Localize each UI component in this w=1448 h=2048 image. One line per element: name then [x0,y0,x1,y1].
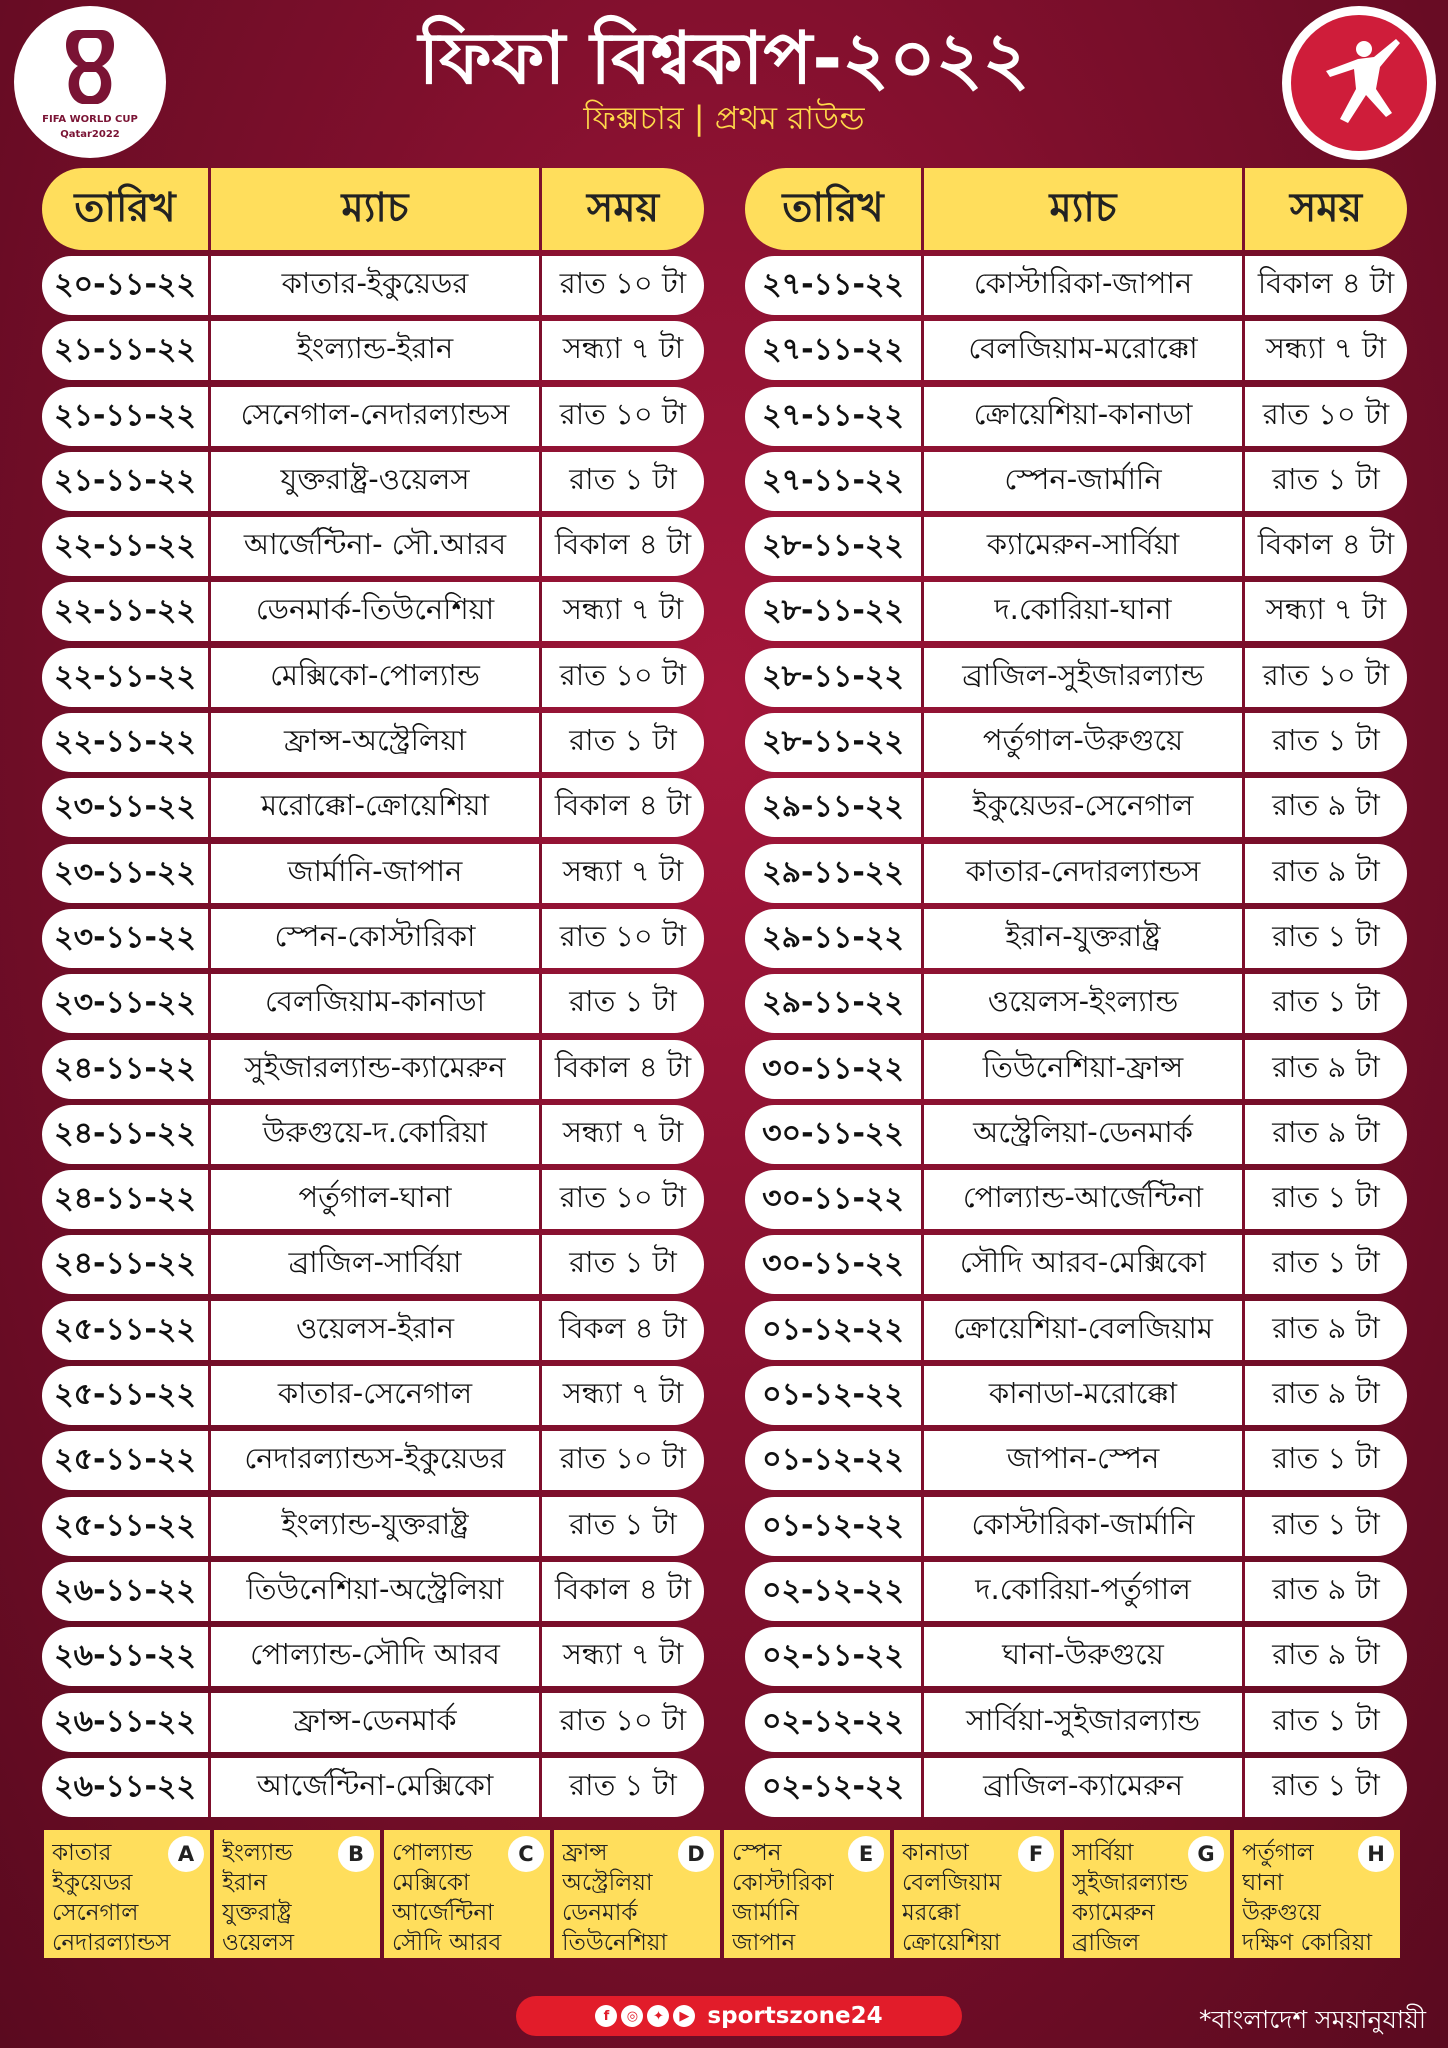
match-teams: ইরান-যুক্তরাষ্ট্র [924,909,1245,968]
match-date: ২১-১১-২২ [42,452,211,511]
youtube-icon[interactable]: ▶ [673,2005,695,2027]
group-team: জার্মানি [732,1900,799,1926]
match-teams: ক্রোয়েশিয়া-বেলজিয়াম [924,1301,1245,1360]
match-teams: যুক্তরাষ্ট্র-ওয়েলস [211,452,542,511]
match-time: রাত ১ টা [1272,723,1380,758]
table-row [745,778,1407,837]
match-time: রাত ৯ টা [1272,788,1380,823]
match-date: ০২-১২-২২ [745,1758,924,1817]
match-date: ২৫-১১-২২ [42,1366,211,1425]
fixture-table-right [745,168,1407,1823]
group-letter: A [168,1836,204,1872]
twitter-icon[interactable]: ✦ [647,2005,669,2027]
time-header: সময় [1289,184,1363,231]
table-row [42,648,704,707]
match-teams: আর্জেন্টিনা- সৌ.আরব [211,517,542,576]
group-team: কোস্টারিকা [732,1870,834,1896]
logo-caption-1: FIFA WORLD CUP [42,114,138,125]
social-bar[interactable] [516,1996,962,2036]
match-teams: কাতার-ইকুয়েডর [211,256,542,315]
match-date: ২৮-১১-২২ [745,582,924,641]
match-time: রাত ১ টা [1272,1441,1380,1476]
table-row [42,321,704,380]
match-time: রাত ১ টা [1272,984,1380,1019]
match-time: রাত ১ টা [1272,461,1380,496]
match-date: ০১-১২-২২ [745,1497,924,1556]
group-team: আর্জেন্টিনা [392,1900,494,1926]
table-row [42,452,704,511]
match-teams: অস্ট্রেলিয়া-ডেনমার্ক [924,1105,1245,1164]
table-row [745,1105,1407,1164]
group-team: সেনেগাল [52,1900,139,1926]
match-date: ২৩-১১-২২ [42,778,211,837]
match-time: রাত ১ টা [1272,1702,1380,1737]
group-box [554,1830,720,1958]
match-time: রাত ৯ টা [1272,1114,1380,1149]
match-teams: কোস্টারিকা-জার্মানি [924,1497,1245,1556]
table-row [745,517,1407,576]
match-time: রাত ১০ টা [1262,657,1390,692]
group-box [724,1830,890,1958]
match-teams: ইংল্যান্ড-ইরান [211,321,542,380]
group-letter: F [1018,1836,1054,1872]
brand-name: sportszone24 [707,2003,883,2029]
match-date: ০১-১২-২২ [745,1431,924,1490]
match-time: বিকাল ৪ টা [554,1049,692,1084]
table-row [42,1105,704,1164]
group-box [384,1830,550,1958]
match-time: বিকাল ৪ টা [1257,266,1395,300]
match-time: রাত ১০ টা [559,266,687,300]
table-row [42,387,704,446]
match-time: বিকাল ৪ টা [554,788,692,823]
table-row [745,1040,1407,1099]
match-date: ২১-১১-২২ [42,321,211,380]
table-row [745,1235,1407,1294]
table-row [42,1366,704,1425]
match-time: রাত ১ টা [1272,1180,1380,1215]
table-row [42,1693,704,1752]
group-box [1234,1830,1400,1958]
match-date: ২৫-১১-২২ [42,1431,211,1490]
timezone-note: *বাংলাদেশ সময়ানুযায়ী [1198,2005,1426,2034]
table-row [42,1431,704,1490]
group-team: নেদারল্যান্ডস [52,1930,171,1956]
group-box [214,1830,380,1958]
group-box [894,1830,1060,1958]
match-date: ২২-১১-২২ [42,648,211,707]
table-row [42,713,704,772]
table-row [42,1562,704,1621]
group-team: ডেনমার্ক [562,1900,638,1926]
fixture-table-left [42,168,704,1823]
match-time: রাত ৯ টা [1272,1310,1380,1345]
match-teams: পোল্যান্ড-সৌদি আরব [211,1627,542,1686]
match-time: রাত ১ টা [569,1245,677,1280]
match-time: সন্ধ্যা ৭ টা [562,1114,684,1149]
match-time: রাত ১ টা [569,723,677,758]
match-date: ২৭-১১-২২ [745,452,924,511]
match-date: ৩০-১১-২২ [745,1105,924,1164]
table-row [745,1497,1407,1556]
match-teams: ক্রোয়েশিয়া-কানাডা [924,387,1245,446]
match-date: ৩০-১১-২২ [745,1170,924,1229]
group-team: ইংল্যান্ড [222,1840,293,1866]
table-row [745,974,1407,1033]
table-row [745,321,1407,380]
match-date: ২৮-১১-২২ [745,517,924,576]
match-teams: নেদারল্যান্ডস-ইকুয়েডর [211,1431,542,1490]
table-row [745,256,1407,315]
match-teams: বেলজিয়াম-কানাডা [211,974,542,1033]
table-row [42,582,704,641]
match-time: রাত ১ টা [1272,1245,1380,1280]
group-letter: G [1188,1836,1224,1872]
match-date: ২২-১১-২২ [42,713,211,772]
group-team: ক্যামেরুন [1072,1900,1155,1926]
table-row [42,974,704,1033]
group-team: মেক্সিকো [392,1870,470,1896]
match-date: ২৯-১১-২২ [745,844,924,903]
match-time: রাত ৯ টা [1272,1049,1380,1084]
match-date: ২৭-১১-২২ [745,387,924,446]
match-time: রাত ১ টা [569,984,677,1019]
match-teams: ব্রাজিল-সার্বিয়া [211,1235,542,1294]
page-title: ফিফা বিশ্বকাপ-২০২২ [418,16,1030,100]
match-date: ২৪-১১-২২ [42,1040,211,1099]
table-header [745,168,1407,250]
logo-caption-2: Qatar2022 [60,129,120,140]
group-team: অস্ট্রেলিয়া [562,1870,653,1896]
match-teams: স্পেন-জার্মানি [924,452,1245,511]
match-teams: সুইজারল্যান্ড-ক্যামেরুন [211,1040,542,1099]
group-team: ফ্রান্স [562,1840,608,1866]
match-teams: পর্তুগাল-ঘানা [211,1170,542,1229]
match-date: ২২-১১-২২ [42,517,211,576]
group-team: দক্ষিণ কোরিয়া [1242,1930,1373,1956]
group-letter: D [678,1836,714,1872]
group-team: সৌদি আরব [392,1930,502,1956]
match-date: ২৬-১১-২২ [42,1627,211,1686]
match-time: সন্ধ্যা ৭ টা [1265,331,1387,366]
group-letter: B [338,1836,374,1872]
match-teams: বেলজিয়াম-মরোক্কো [924,321,1245,380]
match-date: ২৭-১১-২২ [745,321,924,380]
match-teams: তিউনেশিয়া-অস্ট্রেলিয়া [211,1562,542,1621]
match-teams: জাপান-স্পেন [924,1431,1245,1490]
match-time: রাত ১ টা [569,461,677,496]
group-team: যুক্তরাষ্ট্র [222,1900,292,1926]
match-time: রাত ১০ টা [559,918,687,953]
group-letter: H [1358,1836,1394,1872]
match-teams: পোল্যান্ড-আর্জেন্টিনা [924,1170,1245,1229]
table-row [745,1627,1407,1686]
table-row [42,1235,704,1294]
instagram-icon[interactable]: ◎ [621,2005,643,2027]
table-row [745,387,1407,446]
match-date: ২৩-১১-২২ [42,844,211,903]
table-row [42,256,704,315]
group-team: কানাডা [902,1840,969,1866]
table-row [42,517,704,576]
group-team: ব্রাজিল [1072,1930,1140,1956]
match-date: ২৪-১১-২২ [42,1235,211,1294]
match-date: ২০-১১-২২ [42,256,211,315]
match-time: রাত ১০ টা [559,396,687,431]
match-teams: দ.কোরিয়া-পর্তুগাল [924,1562,1245,1621]
match-time: রাত ১০ টা [559,1441,687,1476]
group-strip [44,1830,1400,1958]
match-date: ২৬-১১-২২ [42,1758,211,1817]
match-time: রাত ৯ টা [1272,1637,1380,1672]
match-teams: উরুগুয়ে-দ.কোরিয়া [211,1105,542,1164]
match-date: ২১-১১-২২ [42,387,211,446]
table-row [745,1758,1407,1817]
group-box [44,1830,210,1958]
table-row [42,1627,704,1686]
match-teams: ফ্রান্স-অস্ট্রেলিয়া [211,713,542,772]
table-row [745,1366,1407,1425]
match-teams: ব্রাজিল-সুইজারল্যান্ড [924,648,1245,707]
group-team: সুইজারল্যান্ড [1072,1870,1188,1896]
match-date: ৩০-১১-২২ [745,1235,924,1294]
facebook-icon[interactable]: f [595,2005,617,2027]
match-date: ০২-১২-২২ [745,1693,924,1752]
match-time: রাত ১ টা [1272,918,1380,953]
match-teams: তিউনেশিয়া-ফ্রান্স [924,1040,1245,1099]
table-header [42,168,704,250]
match-date: ২৫-১১-২২ [42,1301,211,1360]
table-row [745,713,1407,772]
group-team: পর্তুগাল [1242,1840,1314,1866]
group-team: ওয়েলস [222,1930,295,1956]
table-row [745,648,1407,707]
match-time: বিকাল ৪ টা [1257,527,1395,562]
group-team: জাপান [732,1930,796,1956]
group-team: ঘানা [1242,1870,1284,1896]
table-row [745,1301,1407,1360]
date-header: তারিখ [42,168,211,250]
match-teams: সার্বিয়া-সুইজারল্যান্ড [924,1693,1245,1752]
match-teams: স্পেন-কোস্টারিকা [211,909,542,968]
table-row [745,582,1407,641]
match-teams: ঘানা-উরুগুয়ে [924,1627,1245,1686]
page-subtitle: ফিক্সচার | প্রথম রাউন্ড [583,99,865,137]
table-row [745,452,1407,511]
match-teams: আর্জেন্টিনা-মেক্সিকো [211,1758,542,1817]
match-date: ২৯-১১-২২ [745,909,924,968]
match-time: সন্ধ্যা ৭ টা [562,592,684,627]
match-teams: ইকুয়েডর-সেনেগাল [924,778,1245,837]
table-row [745,1431,1407,1490]
table-row [42,844,704,903]
match-date: ২৯-১১-২২ [745,974,924,1033]
match-date: ০১-১২-২২ [745,1301,924,1360]
match-teams: ডেনমার্ক-তিউনেশিয়া [211,582,542,641]
match-teams: কোস্টারিকা-জাপান [924,256,1245,315]
match-date: ২৪-১১-২২ [42,1170,211,1229]
match-date: ২২-১১-২২ [42,582,211,641]
table-row [42,1170,704,1229]
match-teams: ফ্রান্স-ডেনমার্ক [211,1693,542,1752]
group-team: ক্রোয়েশিয়া [902,1930,1001,1956]
group-team: উরুগুয়ে [1242,1900,1321,1926]
group-team: ইরান [222,1870,268,1896]
match-time: রাত ১ টা [1272,1506,1380,1541]
match-date: ২৪-১১-২২ [42,1105,211,1164]
match-time: রাত ৯ টা [1272,1376,1380,1411]
match-time: বিকাল ৪ টা [554,527,692,562]
match-date: ২৯-১১-২২ [745,778,924,837]
match-teams: জার্মানি-জাপান [211,844,542,903]
table-row [745,909,1407,968]
match-date: ২৩-১১-২২ [42,909,211,968]
match-time: রাত ১০ টা [559,1180,687,1215]
group-team: স্পেন [732,1840,782,1866]
match-time: রাত ১ টা [569,1767,677,1802]
match-header: ম্যাচ [924,168,1245,250]
match-teams: ব্রাজিল-ক্যামেরুন [924,1758,1245,1817]
table-row [42,1497,704,1556]
match-date: ২৩-১১-২২ [42,974,211,1033]
match-time: সন্ধ্যা ৭ টা [562,331,684,366]
group-team: তিউনেশিয়া [562,1930,668,1956]
table-row [745,1170,1407,1229]
table-row [42,1758,704,1817]
match-teams: ওয়েলস-ইংল্যান্ড [924,974,1245,1033]
match-teams: পর্তুগাল-উরুগুয়ে [924,713,1245,772]
match-time: রাত ১ টা [569,1506,677,1541]
match-date: ২৬-১১-২২ [42,1562,211,1621]
match-teams: কানাডা-মরোক্কো [924,1366,1245,1425]
match-teams: কাতার-নেদারল্যান্ডস [924,844,1245,903]
match-time: বিকাল ৪ টা [554,1571,692,1606]
match-teams: মরোক্কো-ক্রোয়েশিয়া [211,778,542,837]
match-teams: কাতার-সেনেগাল [211,1366,542,1425]
group-team: পোল্যান্ড [392,1840,473,1866]
match-teams: ওয়েলস-ইরান [211,1301,542,1360]
match-header: ম্যাচ [211,168,542,250]
table-row [745,1562,1407,1621]
match-time: রাত ১ টা [1272,1767,1380,1802]
match-time: রাত ১০ টা [559,1702,687,1737]
group-team: মরক্কো [902,1900,961,1926]
match-date: ৩০-১১-২২ [745,1040,924,1099]
match-date: ২৮-১১-২২ [745,648,924,707]
match-time: রাত ৯ টা [1272,853,1380,888]
match-time: সন্ধ্যা ৭ টা [562,1637,684,1672]
match-time: সন্ধ্যা ৭ টা [562,1376,684,1411]
table-row [42,1040,704,1099]
table-row [745,844,1407,903]
group-team: বেলজিয়াম [902,1870,1002,1896]
match-date: ০২-১১-২২ [745,1627,924,1686]
match-date: ২৬-১১-২২ [42,1693,211,1752]
match-time: রাত ১০ টা [559,657,687,692]
match-teams: ইংল্যান্ড-যুক্তরাষ্ট্র [211,1497,542,1556]
match-time: সন্ধ্যা ৭ টা [562,853,684,888]
match-teams: সেনেগাল-নেদারল্যান্ডস [211,387,542,446]
match-teams: দ.কোরিয়া-ঘানা [924,582,1245,641]
match-date: ২৭-১১-২২ [745,256,924,315]
group-team: কাতার [52,1840,112,1866]
match-date: ২৫-১১-২২ [42,1497,211,1556]
table-row [745,1693,1407,1752]
match-date: ২৮-১১-২২ [745,713,924,772]
group-team: ইকুয়েডর [52,1870,133,1896]
table-row [42,909,704,968]
table-row [42,1301,704,1360]
match-time: বিকল ৪ টা [559,1310,687,1345]
match-time: রাত ৯ টা [1272,1571,1380,1606]
date-header: তারিখ [745,168,924,250]
table-row [42,778,704,837]
match-teams: মেক্সিকো-পোল্যান্ড [211,648,542,707]
group-box [1064,1830,1230,1958]
match-time: সন্ধ্যা ৭ টা [1265,592,1387,627]
match-teams: ক্যামেরুন-সার্বিয়া [924,517,1245,576]
match-date: ০১-১২-২২ [745,1366,924,1425]
match-date: ০২-১২-২২ [745,1562,924,1621]
group-team: সার্বিয়া [1072,1840,1134,1866]
match-teams: সৌদি আরব-মেক্সিকো [924,1235,1245,1294]
group-letter: C [508,1836,544,1872]
time-header: সময় [586,184,660,231]
group-letter: E [848,1836,884,1872]
match-time: রাত ১০ টা [1262,396,1390,431]
